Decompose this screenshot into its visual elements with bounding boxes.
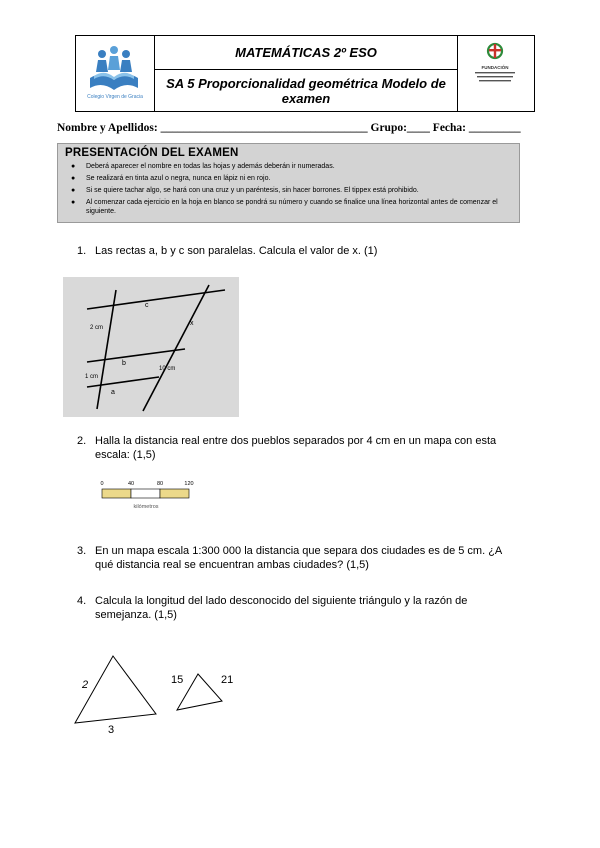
label-1cm: 1 cm <box>85 374 99 380</box>
header-table <box>75 35 535 112</box>
question-2 <box>77 434 557 462</box>
question-text-line-2: semejanza. (1,5) <box>95 609 177 621</box>
exam-title: SA 5 Proporcionalidad geométrica Modelo de examen <box>166 75 446 106</box>
large-side-left-label: 2 <box>82 679 89 691</box>
question-number: 1. <box>77 245 87 257</box>
question-text-line-2: escala: (1,5) <box>95 449 156 461</box>
label-2cm: 2 cm <box>90 325 104 331</box>
scale-segment-empty <box>131 489 160 498</box>
scale-segment-filled <box>102 489 131 498</box>
question-number: 3. <box>77 545 87 557</box>
presentation-title: PRESENTACIÓN DEL EXAMEN <box>65 147 239 159</box>
question-1 <box>77 244 547 258</box>
foundation-logo-cell <box>458 36 534 111</box>
large-side-bottom-label: 3 <box>108 724 115 736</box>
school-logo <box>76 36 154 111</box>
scale-unit-label: kilómetros <box>133 504 159 510</box>
small-side-left-label: 15 <box>171 674 184 686</box>
question-text-line-1: Calcula la longitud del lado desconocido del siguiente triángulo y la razón de <box>95 595 468 607</box>
map-scale-bar <box>96 478 196 514</box>
group-label: Grupo: <box>370 122 407 134</box>
list-item: ● Al comenzar cada ejercicio en la hoja en blanco se pondrá su número y cuando se finalice una línea horizontal antes de comenzar el siguiente. <box>86 198 511 216</box>
question-text-line-1: Halla la distancia real entre dos pueblos separados por 4 cm en un mapa con esta <box>95 435 497 447</box>
list-item: ● Deberá aparecer el nombre en todas las hojas y además deberán ir numeradas. <box>86 162 511 171</box>
question-text: Las rectas a, b y c son paralelas. Calcula el valor de x. (1) <box>95 245 378 257</box>
scale-tick-label: 0 <box>100 481 104 487</box>
scale-tick-label: 80 <box>156 481 164 487</box>
date-label: Fecha: <box>432 122 467 134</box>
title-cell <box>155 36 458 111</box>
label-10cm: 10 cm <box>159 366 176 372</box>
presentation-list <box>58 162 511 219</box>
parallel-lines-figure <box>63 277 239 417</box>
name-label: Nombre y Apellidos: <box>57 122 158 134</box>
school-logo-text: Colegio Virgen de Gracia <box>87 94 143 100</box>
label-c: c <box>145 302 149 309</box>
foundation-logo <box>458 36 533 111</box>
list-item: ● Se realizará en tinta azul o negra, nunca en lápiz ni en rojo. <box>86 174 511 183</box>
name-field[interactable]: ____________________________________ <box>160 122 368 134</box>
question-number: 2. <box>77 435 87 447</box>
school-logo-cell <box>76 36 155 111</box>
subject-title: MATEMÁTICAS 2º ESO <box>155 36 457 70</box>
small-side-right-label: 21 <box>221 674 234 686</box>
list-item: ● Si se quiere tachar algo, se hará con una cruz y un paréntesis, sin hacer borrones. El tippex está prohibido. <box>86 186 511 195</box>
question-number: 4. <box>77 595 87 607</box>
scale-tick-label: 40 <box>127 481 135 487</box>
scale-segment-filled <box>160 489 189 498</box>
question-3 <box>77 544 557 572</box>
question-4 <box>77 594 557 622</box>
group-field[interactable]: ____ <box>406 122 430 134</box>
similar-triangles-figure <box>70 650 250 742</box>
small-triangle <box>177 674 222 710</box>
foundation-logo-text: FUNDACIÓN <box>481 65 509 70</box>
exam-presentation-box <box>57 143 520 223</box>
label-x: x <box>190 320 194 327</box>
question-text-line-2: qué distancia real se encuentran ambas ciudades? (1,5) <box>95 559 369 571</box>
date-field[interactable]: _________ <box>468 122 521 134</box>
scale-tick-label: 120 <box>184 481 194 487</box>
student-info-line <box>57 122 547 134</box>
label-a: a <box>111 389 115 396</box>
question-text-line-1: En un mapa escala 1:300 000 la distancia que separa dos ciudades es de 5 cm. ¿A <box>95 545 503 557</box>
label-b: b <box>122 360 126 367</box>
